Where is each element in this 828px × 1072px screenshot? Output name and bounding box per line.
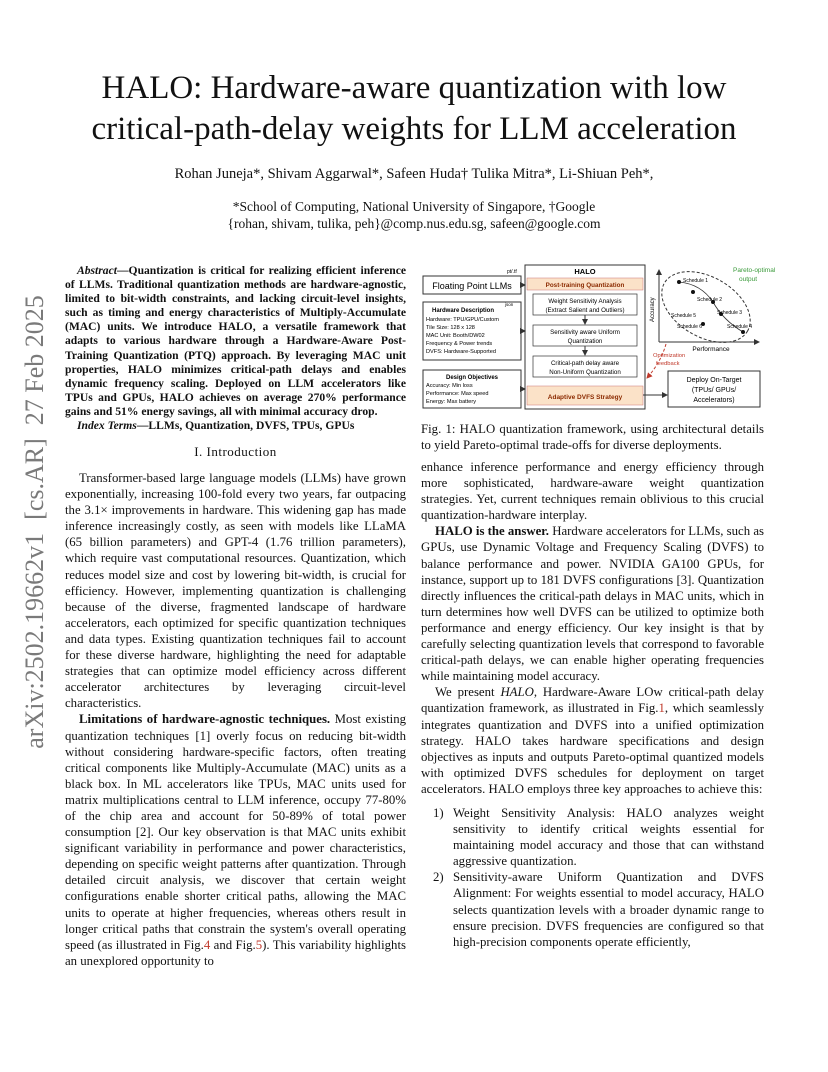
right-paragraph-2-text-b: , Hardware-Aware LOw critical-path delay quantization framework, as illustrated in Fig.: [421, 685, 764, 716]
hw-line: Frequency & Power trends: [426, 341, 493, 347]
title-line-1: HALO: Hardware-aware quantization with low: [101, 70, 727, 106]
intro-paragraph-1: Transformer-based large language models (LLMs) have grown exponentially, increasing 100-fold every two years, far outpacing the 3.1× improvements in hardware. This widening gap has made inference increasingly costly, as seen with models like LLaMA (65 billion parameters) and GPT-4 (1.76 trillion parameters), which require vast computational resources. Quantization, which reduces model size and cost by lowering bit-width, is crucial for efficiency. However, implementing quantization is challenging because of the diverse, fragmented landscape of hardware accelerators, each optimized for specific quantization techniques and data types. Existing quantization techniques fail to account for these diverse hardware, highlighting the need for adaptable strategies that can optimize model efficiency across different accelerator architectures by leveraging circuit-level characteristics.: [65, 471, 406, 711]
author-list: Rohan Juneja*, Shivam Aggarwal*, Safeen Huda† Tulika Mitra*, Li-Shiuan Peh*,: [174, 166, 654, 182]
intro-paragraph-2-text-c: ). This variability highlights an unexplored opportunity to: [65, 937, 406, 968]
title-line-2: critical-path-delay weights for LLM acceleration: [91, 111, 737, 147]
schedule-label: Schedule 1: [683, 278, 709, 284]
pareto-x-label: Performance: [692, 346, 730, 353]
deploy-line: Deploy On-Target: [686, 377, 742, 384]
list-item: [421, 869, 764, 949]
schedule-label: Schedule 3: [717, 310, 743, 316]
right-paragraph-2-text-a: We present: [435, 685, 501, 700]
affiliation-line: *School of Computing, National University of Singapore, †Google: [232, 199, 596, 214]
index-terms-label: Index Terms: [77, 419, 137, 433]
index-terms-text: —LLMs, Quantization, DVFS, TPUs, GPUs: [136, 419, 355, 433]
hw-line: Tile Size: 128 x 128: [426, 325, 475, 331]
objective-line: Accuracy: Min loss: [426, 383, 473, 389]
input-llm-tag: pt/.tf: [507, 269, 517, 275]
fig4-link[interactable]: 4: [203, 937, 211, 952]
hardware-description-title: Hardware Description: [431, 308, 495, 314]
pareto-label-line2: output: [739, 276, 758, 283]
hw-line: Hardware: TPU/GPU/Custom: [426, 317, 499, 323]
list-item-number: 2): [433, 870, 444, 885]
deploy-line: (TPUs/ GPUs/: [691, 387, 737, 394]
schedule-label: Schedule 2: [697, 297, 723, 303]
schedule-label: Schedule 5: [671, 313, 697, 319]
list-item-number: 1): [433, 805, 444, 820]
list-item: [421, 805, 764, 869]
design-objectives-title: Design Objectives: [445, 375, 499, 381]
limitations-heading: Limitations of hardware-agnostic techniques.: [79, 712, 331, 727]
step1-line: Weight Sensitivity Analysis: [548, 298, 622, 305]
intro-paragraph-2: [65, 711, 406, 969]
paper-title: [60, 68, 768, 150]
input-llm-label: Floating Point LLMs: [432, 281, 512, 291]
halo-emphasis: HALO: [500, 685, 534, 700]
hardware-description-tag: json: [505, 302, 514, 307]
affiliations: [60, 198, 768, 232]
abstract-text: —Quantization is critical for realizing efficient inference of LLMs. Traditional quantization methods are hardware-agnostic, limited to bit-width constraints, and lacking circuit-level insights, such as timing and energy characteristics of Multiply-Accumulate (MAC) units. We introduce HALO, a versatile framework that adapts to various hardware through a Hardware-Aware Post-Training Quantization (PTQ) approach. By leveraging MAC unit properties, HALO minimizes critical-path delays and enables dynamic frequency scaling. Deployed on LLM accelerators like TPUs and GPUs, HALO achieves on average 270% performance gains and 51% energy savings, all with minimal accuracy drop.: [65, 264, 406, 418]
pareto-label-line1: Pareto-optimal: [733, 267, 776, 274]
dvfs-strategy-label: Adaptive DVFS Strategy: [547, 394, 623, 401]
intro-paragraph-2-text-b: and Fig.: [210, 937, 256, 952]
ptq-label: Post-training Quantization: [545, 282, 625, 289]
halo-label: HALO: [574, 267, 596, 276]
step3-line: Critical-path delay aware: [550, 360, 620, 367]
objective-line: Energy: Max battery: [426, 399, 477, 405]
section-heading-introduction: I. Introduction: [194, 444, 277, 459]
step2-line: Quantization: [567, 338, 603, 345]
right-paragraph-0: enhance inference performance and energy efficiency through more sophisticated, hardware-aware weight quantization strategies. Yet, current techniques remain oblivious to this crucial quantization-hardware interplay.: [421, 460, 764, 523]
deploy-line: Accelerators): [693, 397, 735, 404]
arxiv-identifier: [12, 285, 54, 760]
right-paragraph-1: [421, 523, 764, 684]
feedback-line2: feedback: [656, 361, 680, 367]
list-item-text: Weight Sensitivity Analysis: HALO analyzes weight sensitivity to identify critical weights essential for maintaining model accuracy and those that can withstand aggressive quantization.: [453, 805, 764, 869]
figure-1-caption: Fig. 1: HALO quantization framework, using architectural details to yield Pareto-optimal trade-offs for diverse deployments.: [421, 422, 764, 452]
schedule-label: Schedule 4: [727, 324, 753, 330]
abstract-label: Abstract: [77, 264, 117, 277]
right-paragraph-2-text-c: , which seamlessly integrates quantization and DVFS into a unified optimization strategy. HALO takes hardware specifications and design objectives as inputs and outputs Pareto-optimal quantized models with optimized DVFS schedules for deployment on target accelerators. HALO employs three key approaches to achieve this:: [421, 701, 764, 796]
right-paragraph-1-text: Hardware accelerators for LLMs, such as GPUs, use Dynamic Voltage and Frequency Scaling (DVFS) to balance performance and power. NVIDIA GA100 GPUs, for instance, support up to 181 DVFS configurations [3]. Quantization directly influences the critical-path delays in MAC units, which in turn determines how well DVFS can be utilized to optimize both performance and energy efficiency. Our key insight is that by carefully selecting quantization levels that correspond to favorable critical-path delays, we can enable higher operating frequencies while maintaining model accuracy.: [421, 524, 764, 684]
right-paragraph-2: [421, 684, 764, 797]
step2-line: Sensitivity aware Uniform: [550, 329, 620, 336]
intro-right-column: [421, 459, 764, 950]
intro-paragraph-2-text-a: Most existing quantization techniques [1] overly focus on reducing bit-width without considering hardware-specific factors, often treating critical components like Multiply-Accumulate (MAC) units as a black box. In ML accelerators like TPUs, MAC units used for matrix multiplications central to LLM inference, occupy 77-80% of the chip area and account for 50-89% of total power consumption [2]. Our key observation is that MAC units exhibit significant variability in performance and power characteristics, depending on specific weight patterns after quantization. Through detailed circuit analysis, we discover that certain weight configurations enable shorter critical paths, allowing the MAC units to operate at higher frequencies, whereas others result in longer critical paths that constrain the system's overall operating speed (as illustrated in Fig.: [65, 712, 407, 952]
fig1-link[interactable]: 1: [658, 701, 665, 716]
arxiv-identifier-text: arXiv:2502.19662v1 [cs.AR] 27 Feb 2025: [20, 295, 49, 749]
step3-line: Non-Uniform Quantization: [549, 369, 621, 376]
feedback-line1: Optimization: [653, 353, 686, 359]
step1-line: (Extract Salient and Outliers): [545, 307, 625, 314]
schedule-label: Schedule 6: [677, 324, 703, 330]
halo-answer-heading: HALO is the answer.: [435, 524, 550, 539]
list-item-text: Sensitivity-aware Uniform Quantization and DVFS Alignment: For weights essential to model accuracy, HALO selects quantization levels with a broader dynamic range to ensure precision. DVFS frequencies are configured so that high-precision components operate efficiently,: [453, 870, 764, 949]
intro-left-column: [65, 470, 406, 969]
figure-1-diagram: [421, 262, 776, 412]
hw-line: MAC Unit: Booth/DW02: [426, 333, 485, 339]
approach-list: [421, 805, 764, 950]
hw-line: DVFS: Hardware-Supported: [426, 349, 496, 355]
email-line: {rohan, shivam, tulika, peh}@comp.nus.edu.sg, safeen@google.com: [227, 216, 601, 231]
abstract: [65, 264, 406, 433]
pareto-y-label: Accuracy: [650, 297, 656, 322]
fig5-link[interactable]: 5: [255, 937, 263, 952]
objective-line: Performance: Max speed: [426, 391, 489, 397]
